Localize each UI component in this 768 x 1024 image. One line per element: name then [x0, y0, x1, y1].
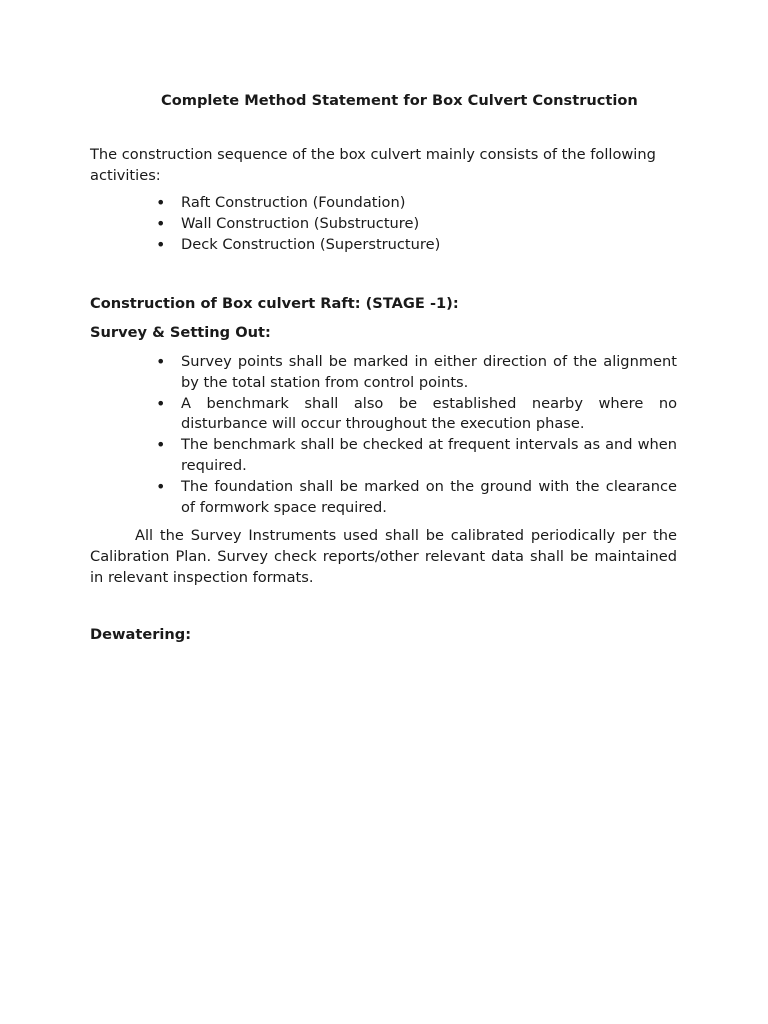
- survey-point-text: The benchmark shall be checked at frequent intervals as and when required.: [181, 436, 677, 474]
- bullet-icon: •: [156, 476, 166, 496]
- survey-point-text: A benchmark shall also be established nearby where no disturbance will occur throughout the execution phase.: [181, 394, 677, 433]
- activity-label: Wall Construction (Substructure): [181, 214, 420, 232]
- bullet-icon: •: [156, 393, 166, 413]
- dewatering-heading: Dewatering:: [90, 626, 192, 643]
- bullet-icon: •: [156, 352, 166, 371]
- list-item: [90, 394, 677, 436]
- survey-note-paragraph: All the Survey Instruments used shall be calibrated periodically per the Calibration Plan. Survey check reports/other relevant data shall be maintained in relevant inspection formats.: [90, 527, 677, 586]
- activity-label: Raft Construction (Foundation): [181, 194, 406, 211]
- list-item: [90, 235, 677, 256]
- list-item: [90, 193, 677, 214]
- activity-label: Deck Construction (Superstructure): [181, 235, 441, 253]
- bullet-icon: •: [156, 435, 166, 455]
- bullet-icon: •: [156, 234, 166, 254]
- bullet-icon: •: [156, 193, 166, 212]
- survey-points-list: [90, 352, 677, 518]
- bullet-icon: •: [156, 213, 166, 233]
- list-item: [90, 435, 677, 477]
- survey-point-text: The foundation shall be marked on the ground with the clearance of formwork space required.: [181, 477, 677, 516]
- intro-paragraph: The construction sequence of the box culvert mainly consists of the following activities:: [90, 146, 656, 184]
- document-title: Complete Method Statement for Box Culvert Construction: [161, 92, 638, 109]
- list-item: [90, 352, 677, 394]
- stage-heading: Construction of Box culvert Raft: (STAGE -1):: [90, 295, 459, 312]
- survey-point-text: Survey points shall be marked in either direction of the alignment by the total station from control points.: [181, 353, 677, 391]
- activities-list: [90, 193, 677, 255]
- list-item: [90, 477, 677, 519]
- survey-heading: Survey & Setting Out:: [90, 324, 271, 341]
- list-item: [90, 214, 677, 235]
